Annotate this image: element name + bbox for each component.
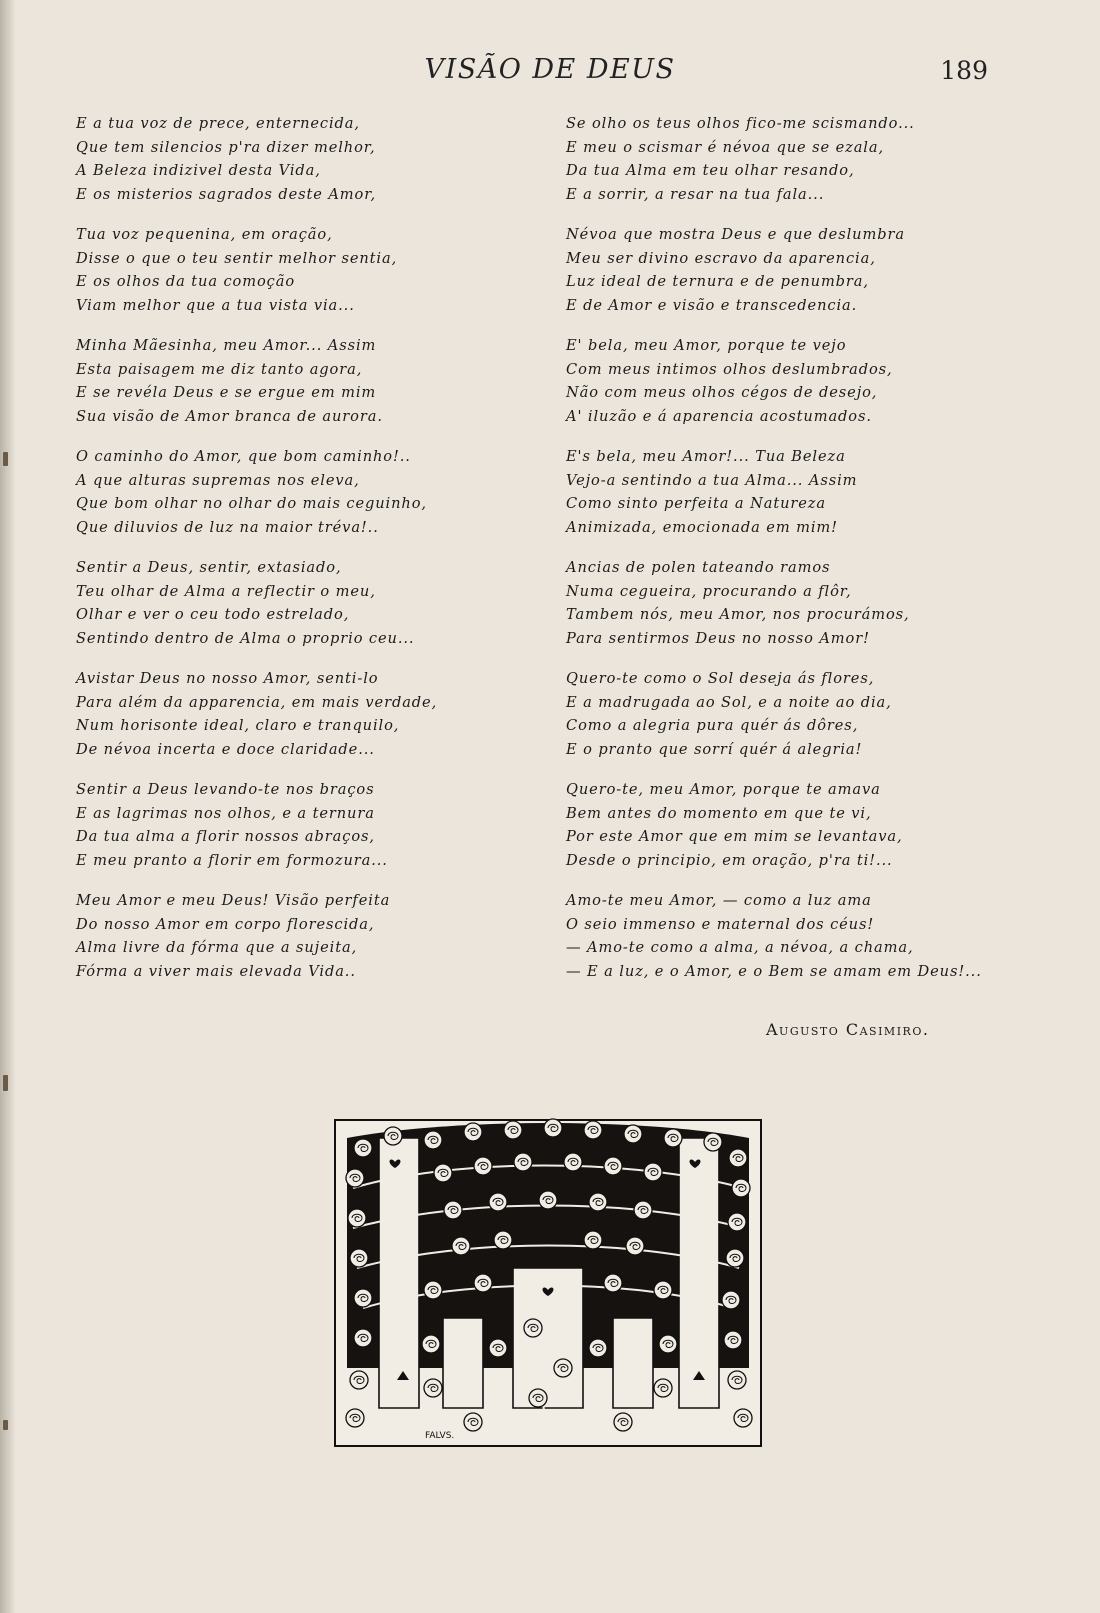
stanza — [76, 778, 506, 872]
verse-line: — E a luz, e o Amor, e o Bem se amam em Deus!... — [566, 962, 982, 980]
verse-line: A que alturas supremas nos eleva, — [76, 471, 360, 489]
stanza — [76, 556, 506, 650]
verse-line: Num horisonte ideal, claro e tranquilo, — [76, 717, 400, 734]
verse-line: Meu ser divino escravo da aparencia, — [566, 249, 876, 267]
verse-line: Sua visão de Amor branca de aurora. — [76, 407, 383, 425]
verse-line: De névoa incerta e doce claridade... — [76, 740, 375, 758]
author-signature: Augusto Casimiro. — [766, 1020, 930, 1039]
verse-line: Tua voz pequenina, em oração, — [76, 226, 333, 243]
verse-line: E a madrugada ao Sol, e a noite ao dia, — [566, 693, 892, 711]
verse-line: Sentir a Deus, sentir, extasiado, — [76, 559, 342, 576]
verse-line: Que bom olhar no olhar do mais ceguinho, — [76, 495, 427, 512]
stanza — [566, 889, 996, 983]
verse-line: Animizada, emocionada em mim! — [566, 518, 838, 536]
verse-line: E meu pranto a florir em formozura... — [76, 851, 388, 869]
verse-line: Sentir a Deus levando-te nos braços — [76, 781, 375, 798]
edge-mark — [3, 452, 8, 466]
edge-mark — [3, 1420, 8, 1430]
verse-line: Meu Amor e meu Deus! Visão perfeita — [76, 892, 391, 909]
page-number: 189 — [940, 56, 988, 85]
verse-line: E's bela, meu Amor!... Tua Beleza — [566, 448, 846, 465]
verse-line: E a sorrir, a resar na tua fala... — [566, 185, 825, 203]
poem-column-right — [566, 112, 996, 1000]
stanza — [76, 445, 506, 539]
verse-line: Que diluvios de luz na maior tréva!.. — [76, 518, 379, 536]
verse-line: Disse o que o teu sentir melhor sentia, — [76, 249, 398, 267]
verse-line: A Beleza indizivel desta Vida, — [76, 162, 321, 179]
verse-line: Que tem silencios p'ra dizer melhor, — [76, 138, 376, 156]
stanza — [566, 334, 996, 428]
verse-line: E a tua voz de prece, enternecida, — [76, 115, 360, 132]
stanza — [566, 445, 996, 539]
artist-signature: FALVS. — [425, 1431, 455, 1441]
verse-line: Ancias de polen tateando ramos — [566, 559, 831, 576]
verse-line: Viam melhor que a tua vista via... — [76, 296, 355, 314]
verse-line: Do nosso Amor em corpo florescida, — [76, 915, 375, 933]
verse-line: Tambem nós, meu Amor, nos procurámos, — [566, 606, 910, 623]
verse-line: Para além da apparencia, em mais verdade, — [76, 693, 438, 711]
stanza — [76, 334, 506, 428]
verse-line: Fórma a viver mais elevada Vida.. — [76, 962, 356, 980]
stanza — [76, 889, 506, 983]
verse-line: Como sinto perfeita a Natureza — [566, 495, 827, 512]
verse-line: Teu olhar de Alma a reflectir o meu, — [76, 582, 376, 600]
white-panel — [613, 1318, 653, 1408]
white-panel — [443, 1318, 483, 1408]
verse-line: Para sentirmos Deus no nosso Amor! — [566, 629, 870, 647]
verse-line: Minha Mãesinha, meu Amor... Assim — [76, 337, 377, 354]
verse-line: Luz ideal de ternura e de penumbra, — [566, 273, 869, 290]
verse-line: Não com meus olhos cégos de desejo, — [566, 384, 878, 401]
stanza — [566, 556, 996, 650]
edge-mark — [3, 1075, 8, 1091]
stanza — [566, 223, 996, 317]
stanza — [76, 667, 506, 761]
verse-line: Com meus intimos olhos deslumbrados, — [566, 360, 893, 378]
stanza — [76, 112, 506, 206]
verse-line: E o pranto que sorrí quér á alegria! — [566, 740, 863, 758]
verse-line: Alma livre da fórma que a sujeita, — [76, 939, 358, 956]
verse-line: Bem antes do momento em que te vi, — [566, 804, 872, 822]
verse-line: Esta paisagem me diz tanto agora, — [76, 360, 363, 378]
verse-line: Desde o principio, em oração, p'ra ti!... — [566, 851, 893, 869]
page-gutter — [0, 0, 16, 1613]
verse-line: — Amo-te como a alma, a névoa, a chama, — [566, 939, 914, 956]
verse-line: Névoa que mostra Deus e que deslumbra — [566, 226, 905, 243]
white-arch-left — [379, 1138, 419, 1408]
page-title: VISÃO DE DEUS — [424, 54, 676, 85]
rose-vine-ornament — [333, 1118, 763, 1448]
verse-line: A' iluzão e á aparencia acostumados. — [566, 407, 872, 425]
poem-column-left — [76, 112, 506, 1000]
verse-line: E os misterios sagrados deste Amor, — [76, 185, 377, 203]
stanza — [566, 778, 996, 872]
verse-line: E se revéla Deus e se ergue em mim — [76, 384, 377, 401]
verse-line: Se olho os teus olhos fico-me scismando... — [566, 115, 915, 132]
stanza — [566, 667, 996, 761]
verse-line: Sentindo dentro de Alma o proprio ceu... — [76, 629, 415, 647]
verse-line: Olhar e ver o ceu todo estrelado, — [76, 606, 350, 623]
verse-line: Numa cegueira, procurando a flôr, — [566, 582, 852, 600]
verse-line: Quero-te, meu Amor, porque te amava — [566, 781, 881, 798]
stanza — [76, 223, 506, 317]
verse-line: Da tua Alma em teu olhar resando, — [566, 162, 855, 179]
white-arch-center — [513, 1268, 583, 1408]
verse-line: Por este Amor que em mim se levantava, — [566, 828, 903, 845]
verse-line: E as lagrimas nos olhos, e a ternura — [76, 804, 375, 822]
stanza — [566, 112, 996, 206]
verse-line: E de Amor e visão e transcedencia. — [566, 296, 858, 314]
verse-line: O caminho do Amor, que bom caminho!.. — [76, 448, 411, 465]
verse-line: Da tua alma a florir nossos abraços, — [76, 828, 375, 845]
verse-line: Avistar Deus no nosso Amor, senti-lo — [76, 670, 379, 687]
verse-line: E' bela, meu Amor, porque te vejo — [566, 337, 847, 354]
verse-line: Como a alegria pura quér ás dôres, — [566, 717, 859, 734]
verse-line: Quero-te como o Sol deseja ás flores, — [566, 670, 875, 687]
verse-line: O seio immenso e maternal dos céus! — [566, 915, 875, 933]
verse-line: E meu o scismar é névoa que se ezala, — [566, 138, 884, 156]
verse-line: E os olhos da tua comoção — [76, 273, 296, 290]
verse-line: Vejo-a sentindo a tua Alma... Assim — [566, 471, 858, 489]
verse-line: Amo-te meu Amor, — como a luz ama — [566, 892, 872, 909]
